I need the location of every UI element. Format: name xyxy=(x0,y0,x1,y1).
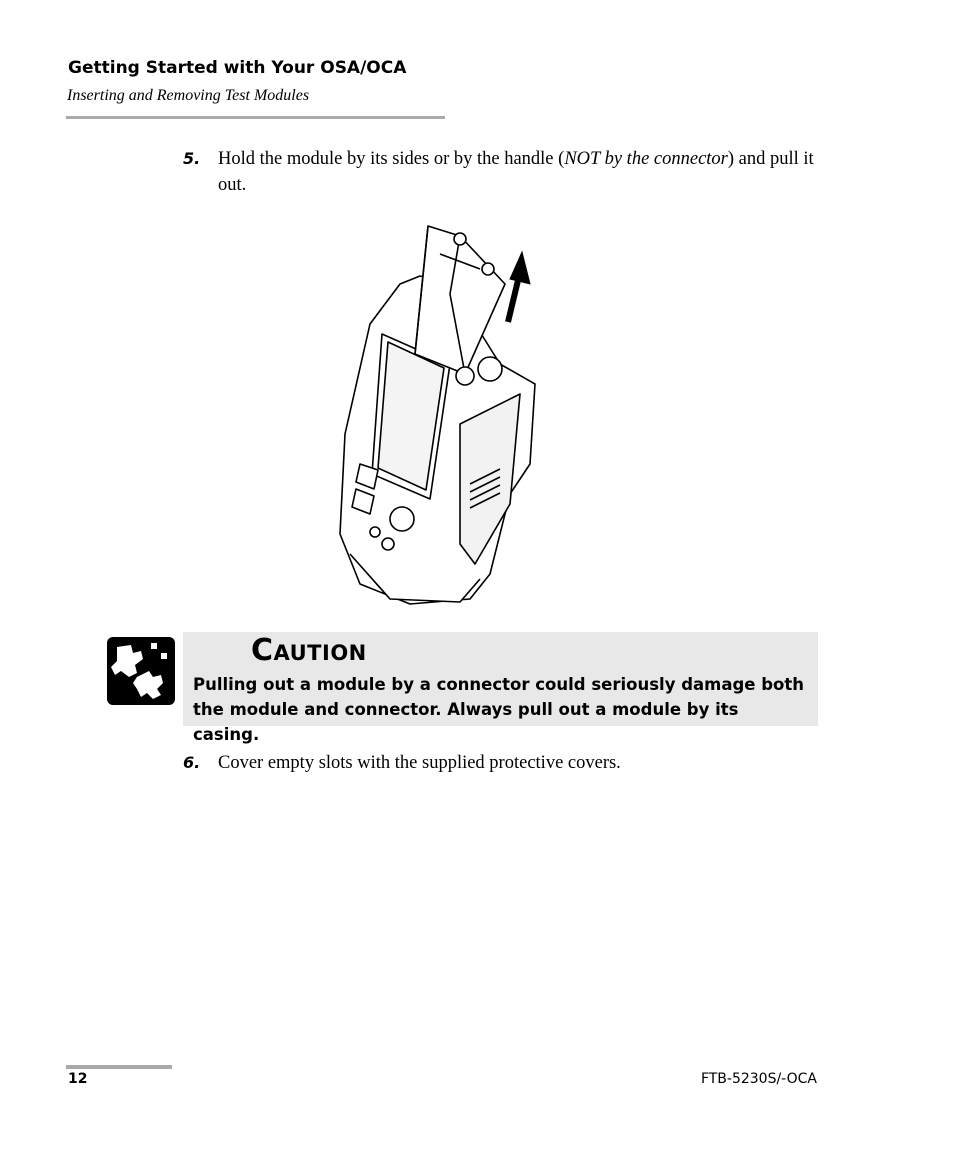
header-rule xyxy=(66,116,445,119)
step-text xyxy=(218,146,823,198)
step-text-part: ) and pull it out. xyxy=(218,149,814,195)
caution-text: Pulling out a module by a connector could seriously damage both the module and connector. Always pull out a module by its casing. xyxy=(193,675,804,744)
step-6 xyxy=(183,750,823,776)
page-number: 12 xyxy=(68,1071,88,1087)
step-text: Cover empty slots with the supplied protective covers. xyxy=(218,753,621,773)
module-removal-illustration xyxy=(330,214,550,606)
footer-rule xyxy=(66,1065,172,1069)
chapter-title: Getting Started with Your OSA/OCA xyxy=(68,58,407,78)
step-5 xyxy=(183,146,823,198)
caution-gears-icon xyxy=(107,637,175,705)
section-title: Inserting and Removing Test Modules xyxy=(67,87,310,104)
caution-title: Caution xyxy=(251,633,367,668)
step-text-part: Hold the module by its sides or by the handle ( xyxy=(218,149,565,169)
pull-direction-arrow xyxy=(508,252,530,322)
step-number: 6. xyxy=(183,753,201,772)
step-text-emphasis: NOT by the connector xyxy=(564,149,728,169)
step-number: 5. xyxy=(183,149,201,168)
product-name: FTB-5230S/-OCA xyxy=(700,1071,817,1087)
